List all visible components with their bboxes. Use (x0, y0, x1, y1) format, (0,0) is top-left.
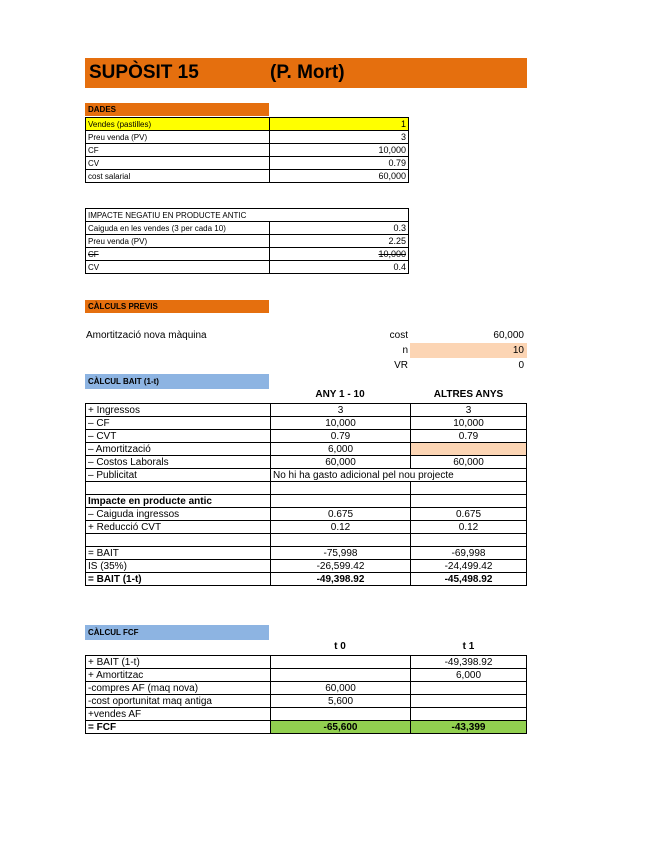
bait-label[interactable] (86, 534, 271, 547)
bait-value-b[interactable]: -24,499.42 (411, 560, 527, 573)
bait-value-a[interactable]: -75,998 (271, 547, 411, 560)
fcf-value-a[interactable] (271, 656, 411, 669)
dades-value[interactable]: 3 (270, 131, 409, 144)
table-row (86, 170, 409, 183)
bait-value-a[interactable]: 3 (271, 404, 411, 417)
bait-label[interactable]: – Caiguda ingressos (86, 508, 271, 521)
fcf-label[interactable]: -compres AF (maq nova) (86, 682, 271, 695)
table-row (86, 508, 527, 521)
table-row (86, 521, 527, 534)
impacte-header: IMPACTE NEGATIU EN PRODUCTE ANTIC (86, 209, 270, 222)
fcf-value-a[interactable] (271, 708, 411, 721)
fcf-label[interactable]: + BAIT (1-t) (86, 656, 271, 669)
title-sub: (P. Mort) (270, 62, 345, 83)
bait-label[interactable]: IS (35%) (86, 560, 271, 573)
table-row (86, 547, 527, 560)
impacte-value[interactable]: 0.4 (270, 261, 409, 274)
bait-value-a[interactable] (271, 482, 411, 495)
impacte-value[interactable]: 0.3 (270, 222, 409, 235)
bait-label[interactable]: – CF (86, 417, 271, 430)
cost-value[interactable]: 60,000 (493, 330, 524, 341)
table-row (86, 157, 409, 170)
bait-value-b[interactable]: 0.79 (411, 430, 527, 443)
fcf-col1-header: t 0 (334, 641, 346, 652)
title-main: SUPÒSIT 15 (89, 62, 199, 83)
table-row (86, 131, 409, 144)
table-row (86, 534, 527, 547)
bait-value-a[interactable] (271, 495, 411, 508)
table-row (86, 669, 527, 682)
fcf-value-a[interactable] (271, 669, 411, 682)
n-value[interactable]: 10 (512, 345, 524, 356)
amortitzacio-label: Amortització nova màquina (86, 330, 207, 341)
fcf-label[interactable]: +vendes AF (86, 708, 271, 721)
dades-value[interactable]: 60,000 (270, 170, 409, 183)
dades-label[interactable]: Vendes (pastilles) (86, 118, 270, 131)
bait-value-a[interactable]: 60,000 (271, 456, 411, 469)
table-row (86, 482, 527, 495)
table-row (86, 469, 527, 482)
table-row (86, 261, 409, 274)
bait-value-a[interactable] (271, 534, 411, 547)
vr-label: VR (394, 360, 408, 371)
table-row (86, 430, 527, 443)
bait-value-a[interactable]: 0.79 (271, 430, 411, 443)
fcf-col2-header: t 1 (462, 641, 475, 652)
bait-value-b[interactable] (411, 495, 527, 508)
fcf-label[interactable]: + Amortitzac (86, 669, 271, 682)
dades-table (85, 117, 409, 183)
bait-col2-header: ALTRES ANYS (433, 389, 504, 400)
table-row (86, 456, 527, 469)
dades-header: DADES (85, 103, 269, 116)
fcf-value-b[interactable] (411, 708, 527, 721)
table-row (86, 144, 409, 157)
fcf-value-a[interactable]: 60,000 (271, 682, 411, 695)
fcf-value-b[interactable]: 6,000 (411, 669, 527, 682)
bait-value-b[interactable]: 60,000 (411, 456, 527, 469)
table-row (86, 417, 527, 430)
bait-label[interactable]: = BAIT (1-t) (86, 573, 271, 586)
dades-label[interactable]: Preu venda (PV) (86, 131, 270, 144)
calculs-previs-header: CÀLCULS PREVIS (85, 300, 269, 313)
bait-value-b[interactable] (411, 443, 527, 456)
vr-value[interactable]: 0 (518, 360, 524, 371)
bait-value-b[interactable]: 0.12 (411, 521, 527, 534)
bait-label[interactable]: + Ingressos (86, 404, 271, 417)
bait-value-a[interactable]: No hi ha gasto adicional pel nou projecte (271, 469, 527, 482)
bait-label[interactable]: = BAIT (86, 547, 271, 560)
bait-value-a[interactable]: 0.675 (271, 508, 411, 521)
table-row (86, 682, 527, 695)
bait-value-b[interactable]: -45,498.92 (411, 573, 527, 586)
bait-header: CÀLCUL BAIT (1-t) (85, 374, 269, 389)
table-row (86, 248, 409, 261)
fcf-header: CÀLCUL FCF (85, 625, 269, 640)
title-bar (85, 58, 527, 88)
table-row (86, 404, 527, 417)
table-row (86, 495, 527, 508)
table-row (86, 560, 527, 573)
fcf-total-a[interactable]: -65,600 (271, 721, 411, 734)
fcf-value-b[interactable] (411, 695, 527, 708)
table-row (86, 721, 527, 734)
bait-col1-header: ANY 1 - 10 (315, 389, 365, 400)
table-row (86, 118, 409, 131)
bait-label[interactable]: – Amortització (86, 443, 271, 456)
bait-label[interactable]: – CVT (86, 430, 271, 443)
bait-value-a[interactable]: 6,000 (271, 443, 411, 456)
dades-label[interactable]: cost salarial (86, 170, 270, 183)
cost-label: cost (389, 330, 408, 341)
bait-label[interactable] (86, 482, 271, 495)
bait-label[interactable]: Impacte en producte antic (86, 495, 271, 508)
fcf-label[interactable]: = FCF (86, 721, 271, 734)
bait-value-b[interactable]: -69,998 (411, 547, 527, 560)
bait-label[interactable]: – Publicitat (86, 469, 271, 482)
bait-value-a[interactable]: 0.12 (271, 521, 411, 534)
dades-value[interactable]: 1 (270, 118, 409, 131)
impacte-value[interactable]: 2.25 (270, 235, 409, 248)
table-row (86, 443, 527, 456)
bait-label[interactable]: – Costos Laborals (86, 456, 271, 469)
table-row (86, 222, 409, 235)
bait-label[interactable]: + Reducció CVT (86, 521, 271, 534)
impacte-value[interactable]: 10,000 (270, 248, 409, 261)
table-row (86, 235, 409, 248)
fcf-total-b[interactable]: -43,399 (411, 721, 527, 734)
bait-value-b[interactable]: 3 (411, 404, 527, 417)
table-row (86, 695, 527, 708)
dades-label[interactable]: CV (86, 157, 270, 170)
fcf-value-a[interactable]: 5,600 (271, 695, 411, 708)
bait-value-b[interactable] (411, 534, 527, 547)
dades-value[interactable]: 10,000 (270, 144, 409, 157)
table-row (86, 656, 527, 669)
bait-value-b[interactable] (411, 482, 527, 495)
bait-value-b[interactable]: 0.675 (411, 508, 527, 521)
bait-value-b[interactable]: 10,000 (411, 417, 527, 430)
dades-value[interactable]: 0.79 (270, 157, 409, 170)
bait-value-a[interactable]: 10,000 (271, 417, 411, 430)
impacte-label[interactable]: Preu venda (PV) (86, 235, 270, 248)
impacte-label[interactable]: CF (86, 248, 270, 261)
bait-table (85, 403, 527, 586)
fcf-table (85, 655, 527, 734)
fcf-value-b[interactable]: -49,398.92 (411, 656, 527, 669)
table-row (86, 209, 409, 222)
bait-value-a[interactable]: -49,398.92 (271, 573, 411, 586)
table-row (86, 573, 527, 586)
table-row (86, 708, 527, 721)
bait-value-a[interactable]: -26,599.42 (271, 560, 411, 573)
dades-label[interactable]: CF (86, 144, 270, 157)
impacte-table (85, 208, 409, 274)
impacte-label[interactable]: CV (86, 261, 270, 274)
n-label: n (402, 345, 408, 356)
fcf-label[interactable]: -cost oportunitat maq antiga (86, 695, 271, 708)
fcf-value-b[interactable] (411, 682, 527, 695)
impacte-label[interactable]: Caiguda en les vendes (3 per cada 10) (86, 222, 270, 235)
